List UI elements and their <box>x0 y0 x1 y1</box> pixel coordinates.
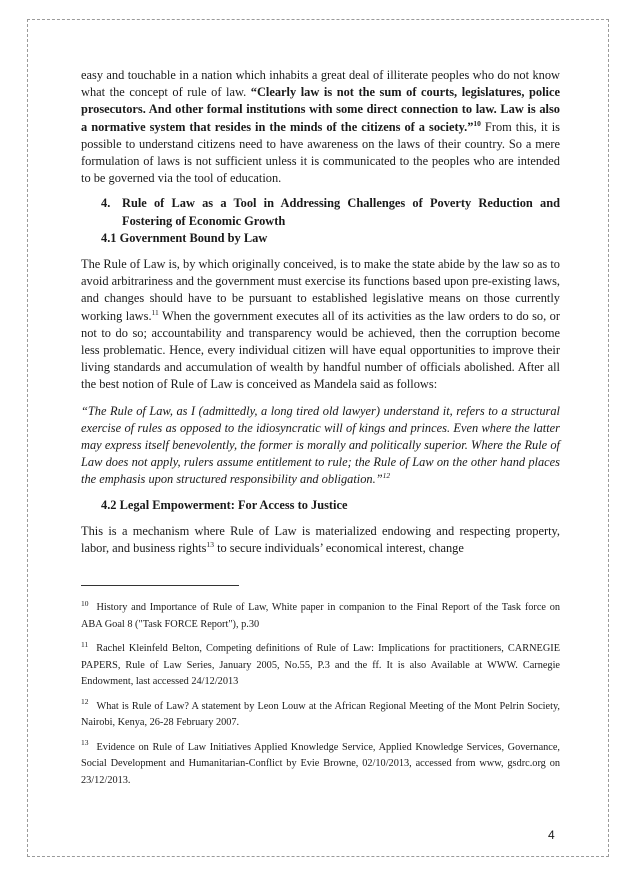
section-heading-4 <box>101 195 560 229</box>
section-title: Rule of Law as a Tool in Addressing Challenges of Poverty Reduction and Fostering of Economic Growth <box>122 196 560 228</box>
footnote-13: $^{13}$ Evidence on Rule of Law Initiatives Applied Knowledge Service, Applied Knowledge Services, Governance, Social Development and Humanitarian-Conflict by Evie Browne, 02/10/2013, accessed from www, gsdrc.org on 23/12/2013. <box>81 738 560 786</box>
paragraph-intro: easy and touchable in a nation which inhabits a great deal of illiterate peoples who do not know what the concept of rule of law. “Clearly law is not the sum of courts, legislatures, police prosecutors. And other formal institutions with some direct connection to law. Law is also a normative system that resides in the minds of the citizens of a society.”$^{10}$ From this, it is possible to understand citizens need to have awareness on the laws of their country. So a mere formulation of laws is not sufficient unless it is communicated to the peoples who are intended to be governed via the tool of education. <box>81 68 560 186</box>
footnote-ref-12[interactable]: 12 <box>382 471 391 481</box>
main-text <box>81 67 560 557</box>
footnote-12: $^{12}$ What is Rule of Law? A statement by Leon Louw at the African Regional Meeting of the Mont Pelrin Society, Nairobi, Kenya, 26-28 February 2007. <box>81 697 560 728</box>
mandela-quote: “The Rule of Law, as I (admittedly, a long tired old lawyer) understand it, refers to a structural exercise of rules as opposed to the idiosyncratic will of kings and princes. Even where the latter may express itself benevolently, the former is morally and politically superior. Where the Rule of Law does not apply, rulers assume entitlement to rule; the Rule of Law on the other hand places the emphasis upon structured responsibility and obligation.”$^{12}$ <box>81 403 560 487</box>
footnotes <box>81 600 560 797</box>
footnote-ref-13[interactable]: 13 <box>206 539 214 549</box>
page-number: 4 <box>548 828 555 842</box>
footnote-ref-11[interactable]: 11 <box>151 307 159 317</box>
quoted-definition: “Clearly law is not the sum of courts, legislatures, police prosecutors. And other formal institutions with some direct connection to law. Law is also a normative system that resides in the minds of the citizens of a society.” <box>81 85 560 134</box>
footnote-separator <box>81 585 239 586</box>
subsection-heading-4-2: 4.2 Legal Empowerment: For Access to Justice <box>101 497 348 512</box>
subsection-heading-4-1: 4.1 Government Bound by Law <box>101 230 268 245</box>
footnote-10: $^{10}$ History and Importance of Rule of Law, White paper in companion to the Final Report of the Task force on ABA Goal 8 ("Task FORCE Report"), p.30 <box>81 598 560 630</box>
footnote-11: $^{11}$ Rachel Kleinfeld Belton, Competing definitions of Rule of Law: Implications for practitioners, CARNEGIE PAPERS, Rule of Law Series, January 2005, No.55, P.3 and the ff. It is also Available at WWW. Carnegie Endowment, last accessed 24/12/2013 <box>81 639 560 687</box>
footnote-ref-10[interactable]: 10 <box>473 118 481 128</box>
paragraph-government-bound: The Rule of Law is, by which originally conceived, is to make the state abide by the law so as to avoid arbitrariness and the government must exercise its functions based upon pre-existing laws, and changes should have to be pursuant to established legislative means on those currently working laws.$^{11}$ When the government executes all of its activities as the law orders to do so, or not to do so; accountability and transparency would be achieved, then the corruption become less problematic. Hence, every individual citizen will have equal opportunities to improve their living standards and accumulation of wealth by handful number of officials abolished. After all the best notion of Rule of Law is conceived as Mandela said as follows: <box>81 257 560 392</box>
section-number: 4. <box>101 196 111 211</box>
paragraph-legal-empowerment: This is a mechanism where Rule of Law is materialized endowing and respecting property, labor, and business rights$^{13}$ to secure individuals’ economical interest, change <box>81 523 560 556</box>
